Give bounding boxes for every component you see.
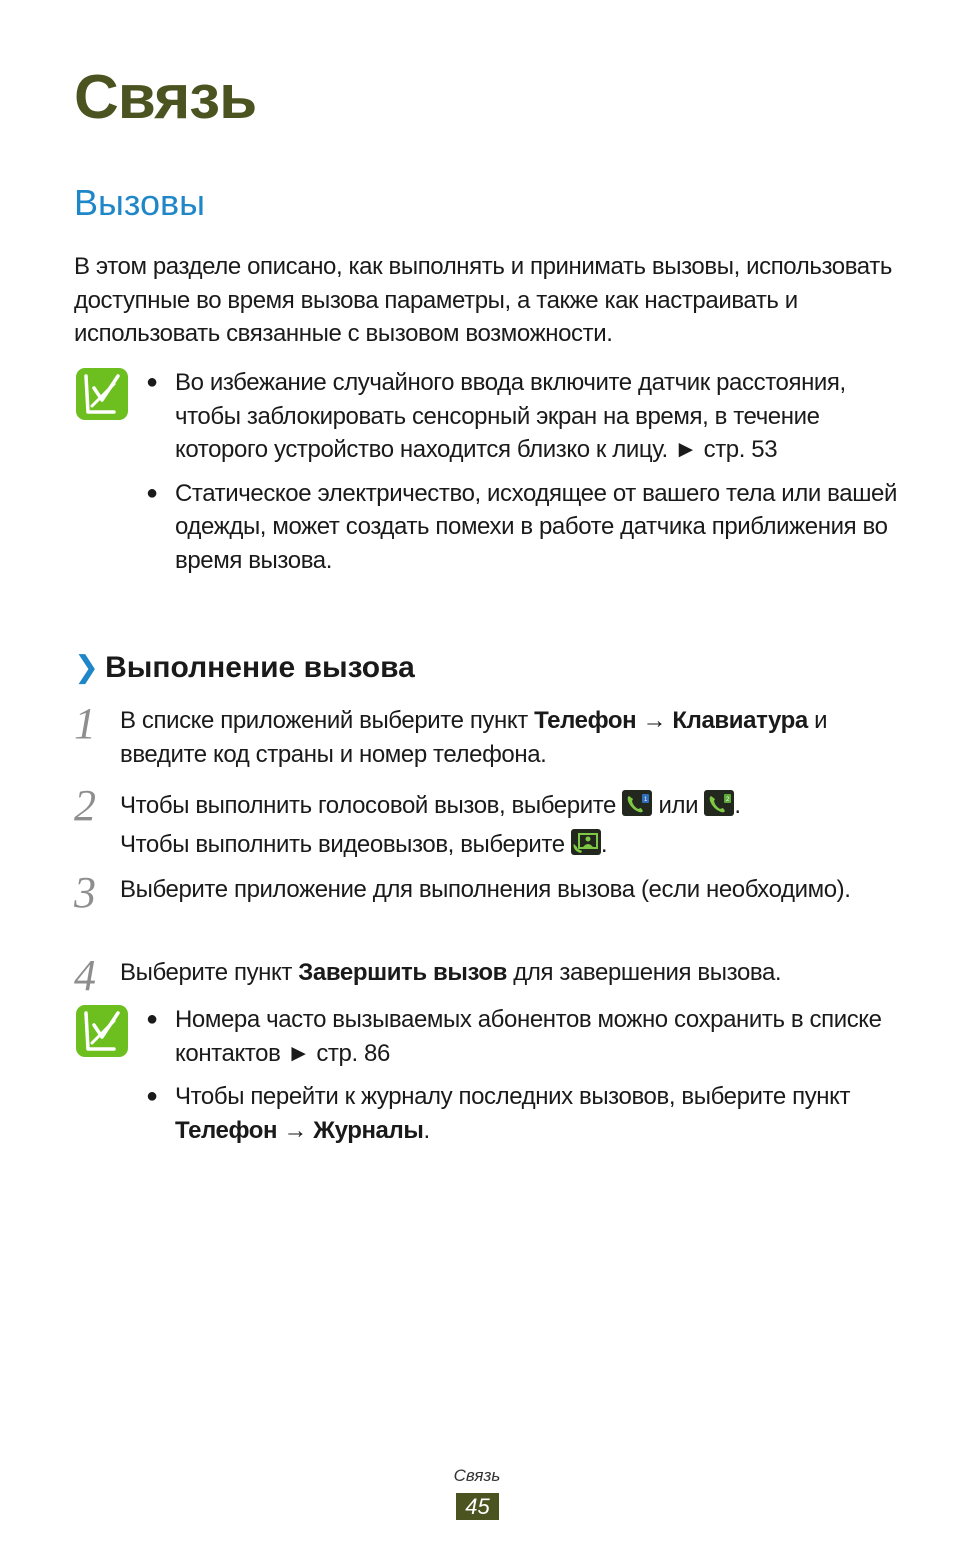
note-list — [146, 1003, 906, 1157]
svg-text:2: 2 — [726, 797, 730, 803]
step-number: 1 — [74, 699, 96, 748]
note-text: Статическое электричество, исходящее от вашего тела или вашей одежды, может создать помехи в работе датчика приближения во время вызова. — [175, 479, 898, 574]
svg-text:1: 1 — [644, 797, 648, 803]
note-text-part: → — [277, 1116, 314, 1144]
video-call-icon — [571, 829, 601, 855]
step-text-part: В списке приложений выберите пункт — [120, 707, 535, 734]
step-text-part: или — [652, 792, 705, 819]
subsection-label: Выполнение вызова — [105, 651, 415, 684]
step-text-part: Выберите пункт — [120, 959, 299, 986]
page-number: 45 — [456, 1493, 499, 1520]
step-text-part: → — [636, 707, 673, 734]
note-icon — [74, 366, 130, 422]
menu-path-phone: Телефон — [534, 707, 637, 734]
bullet-icon: ● — [146, 1085, 158, 1107]
step-text-part: и введите код страны и номер телефона. — [120, 707, 828, 768]
subsection-title — [74, 650, 415, 685]
list-item — [146, 1080, 906, 1147]
bullet-icon: ● — [146, 1008, 158, 1030]
section-title: Вызовы — [74, 182, 206, 223]
list-item — [146, 1003, 906, 1070]
list-item — [146, 366, 906, 467]
step-text-part: Чтобы выполнить голосовой вызов, выберите — [120, 792, 623, 819]
note-text-part: Чтобы перейти к журналу последних вызовов, выберите пункт — [175, 1083, 851, 1110]
step-text — [120, 786, 900, 864]
chevron-right-icon: ❯ — [74, 651, 100, 684]
step-text-part: . — [734, 792, 741, 819]
note-text: Во избежание случайного ввода включите датчик расстояния, чтобы заблокировать сенсорный экран на время, в течение которого устройство находится близко к лицу. ► стр. 53 — [175, 369, 846, 463]
chapter-title: Связь — [74, 63, 257, 132]
intro-paragraph: В этом разделе описано, как выполнять и принимать вызовы, использовать доступные во время вызова параметры, а также как настраивать и использовать связанные с вызовом возможности. — [74, 253, 892, 347]
step-text — [120, 956, 900, 990]
note-text-part: . — [423, 1116, 430, 1144]
voice-call-sim2-icon — [704, 790, 734, 816]
step-text-part: для завершения вызова. — [507, 959, 782, 986]
menu-path-logs: Журналы — [313, 1116, 424, 1144]
step-text — [120, 704, 900, 771]
step-text-part: . — [600, 831, 608, 858]
menu-path-keypad: Клавиатура — [672, 707, 808, 734]
step-text: Выберите приложение для выполнения вызова (если необходимо). — [120, 876, 851, 903]
voice-call-sim1-icon — [622, 790, 652, 816]
note-text: Номера часто вызываемых абонентов можно сохранить в списке контактов ► стр. 86 — [175, 1006, 882, 1067]
menu-path-phone: Телефон — [175, 1116, 278, 1144]
bullet-icon: ● — [146, 371, 158, 393]
step-number: 4 — [74, 951, 96, 1000]
footer-chapter-label: Связь — [453, 1466, 501, 1485]
note-text — [175, 1083, 850, 1144]
step-number: 2 — [74, 781, 96, 830]
step-text-part: Чтобы выполнить видеовызов, выберите — [120, 831, 571, 858]
bullet-icon: ● — [146, 481, 158, 504]
step-number: 3 — [74, 868, 96, 917]
end-call-label: Завершить вызов — [298, 959, 508, 986]
note-list — [146, 366, 906, 587]
list-item — [146, 477, 906, 578]
note-icon — [74, 1003, 130, 1059]
